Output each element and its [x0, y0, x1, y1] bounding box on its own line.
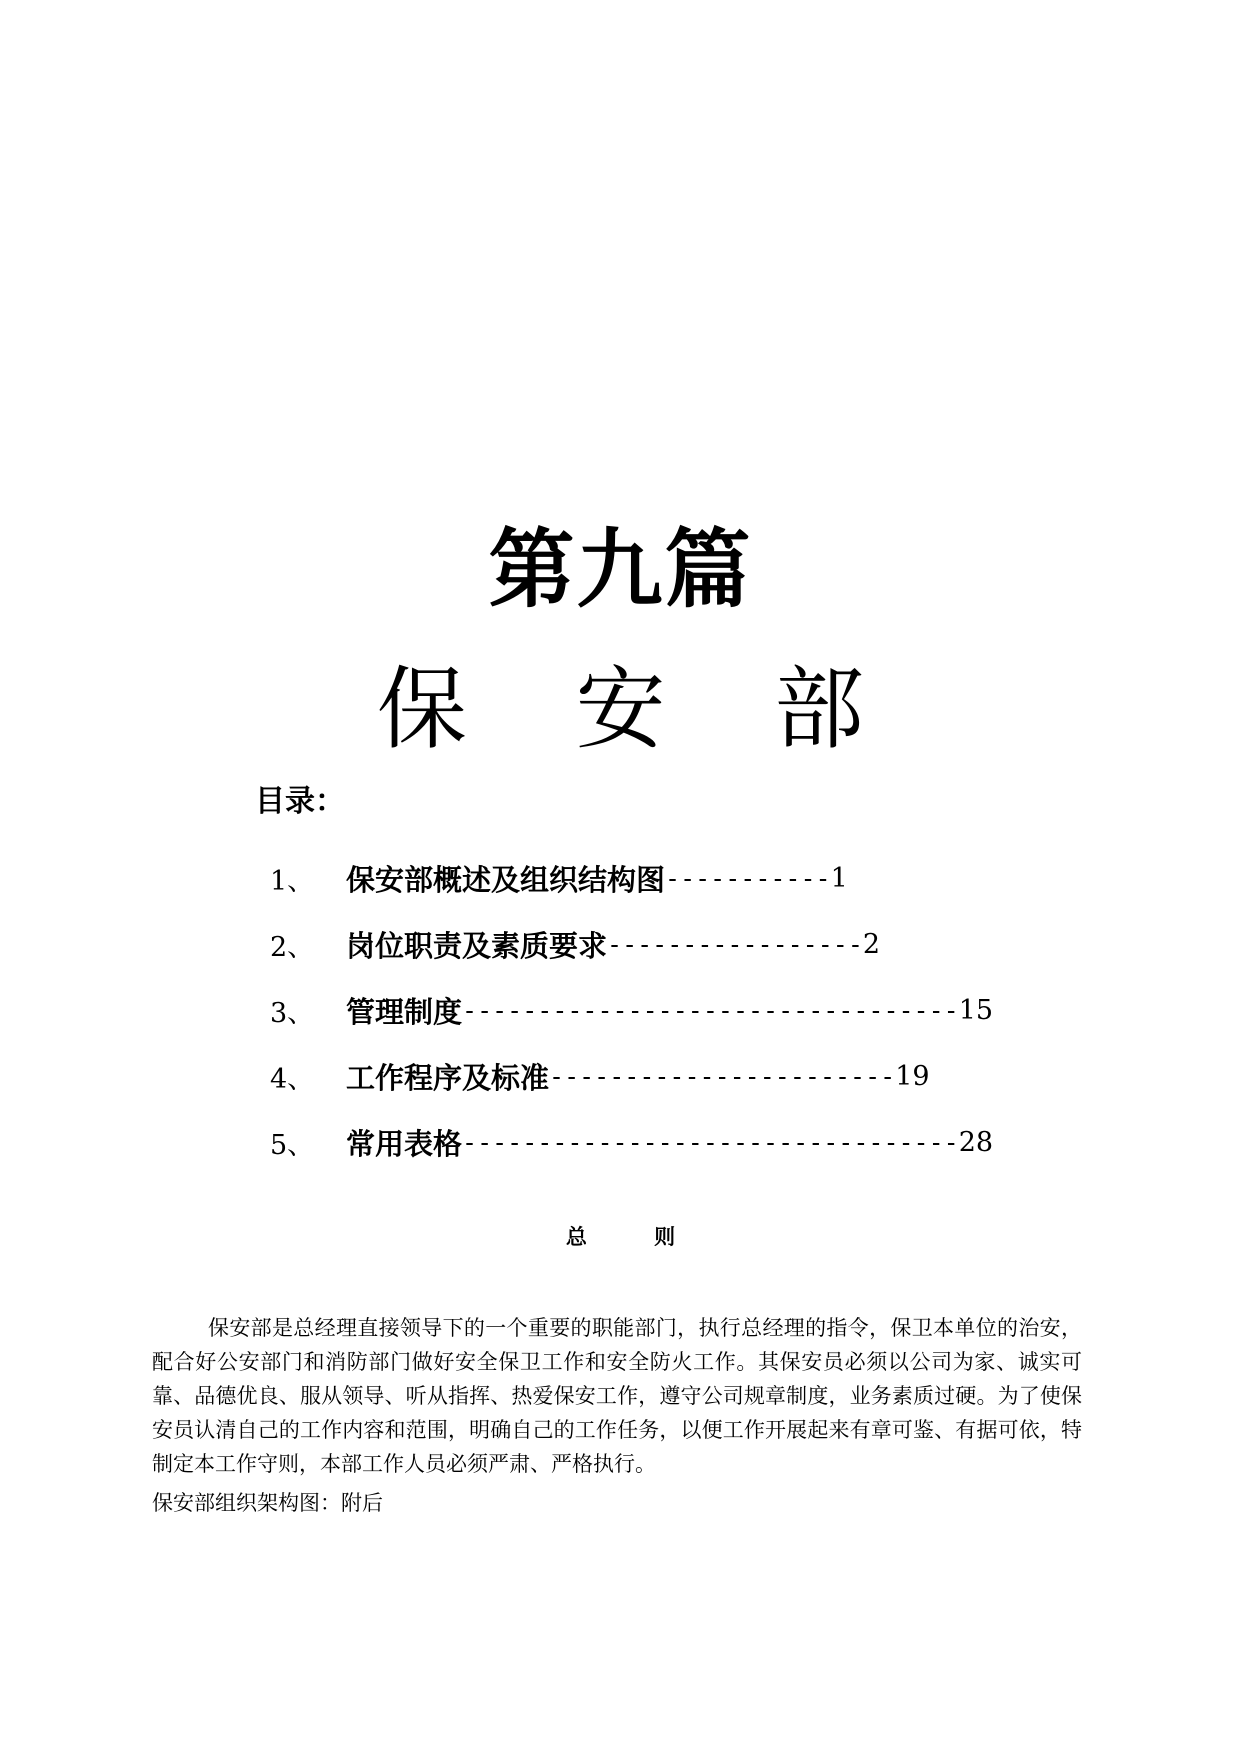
toc-entry-page: 28	[958, 1126, 994, 1158]
table-of-contents	[270, 845, 1070, 1175]
toc-entry-page: 19	[895, 1060, 930, 1092]
toc-heading: 目录：	[255, 784, 345, 819]
toc-entry-number: 1、	[270, 865, 315, 897]
toc-entry-page: 2	[862, 928, 881, 960]
toc-entry[interactable]	[270, 1043, 1070, 1109]
general-principles-heading	[0, 1222, 1241, 1252]
toc-entry[interactable]	[270, 911, 1070, 977]
toc-entry[interactable]	[270, 1109, 1070, 1175]
toc-entry-leader: -----------	[665, 863, 831, 893]
toc-entry-title: 管理制度	[346, 994, 463, 1029]
part-title: 第九篇	[488, 520, 753, 620]
toc-entry-number: 3、	[270, 997, 315, 1029]
toc-entry-title: 岗位职责及素质要求	[346, 928, 608, 963]
department-title-char: 部	[774, 657, 865, 762]
general-heading-char: 则	[654, 1225, 676, 1249]
toc-entry-leader: -----------------	[607, 929, 863, 959]
toc-entry-title: 保安部概述及组织结构图	[346, 862, 666, 897]
toc-entry-title: 常用表格	[346, 1126, 463, 1161]
toc-entry-number: 4、	[270, 1063, 315, 1095]
toc-entry-page: 1	[830, 862, 848, 894]
toc-entry-page: 15	[958, 994, 994, 1026]
org-chart-note: 保安部组织架构图：附后	[152, 1491, 383, 1515]
general-heading-char: 总	[565, 1225, 587, 1249]
toc-entry[interactable]	[270, 845, 1070, 911]
toc-entry[interactable]	[270, 977, 1070, 1043]
general-principles-paragraph: 保安部是总经理直接领导下的一个重要的职能部门，执行总经理的指令，保卫本单位的治安，配合好公安部门和消防部门做好安全保卫工作和安全防火工作。其保安员必须以公司为家、诚实可靠、品德优良、服从领导、听从指挥、热爱保安工作，遵守公司规章制度，业务素质过硬。为了使保安员认清自己的工作内容和范围，明确自己的工作任务，以便工作开展起来有章可鉴、有据可依，特制定本工作守则，本部工作人员必须严肃、严格执行。	[152, 1316, 1082, 1476]
department-title	[0, 655, 1241, 765]
toc-entry-number: 5、	[270, 1129, 315, 1161]
toc-entry-title: 工作程序及标准	[346, 1060, 550, 1095]
toc-entry-leader: ---------------------------------	[462, 995, 959, 1025]
toc-entry-leader: -----------------------	[549, 1061, 896, 1091]
toc-entry-number: 2、	[270, 931, 315, 963]
toc-entry-leader: ---------------------------------	[462, 1127, 959, 1157]
department-title-char: 安	[575, 657, 666, 762]
department-title-char: 保	[376, 657, 467, 762]
